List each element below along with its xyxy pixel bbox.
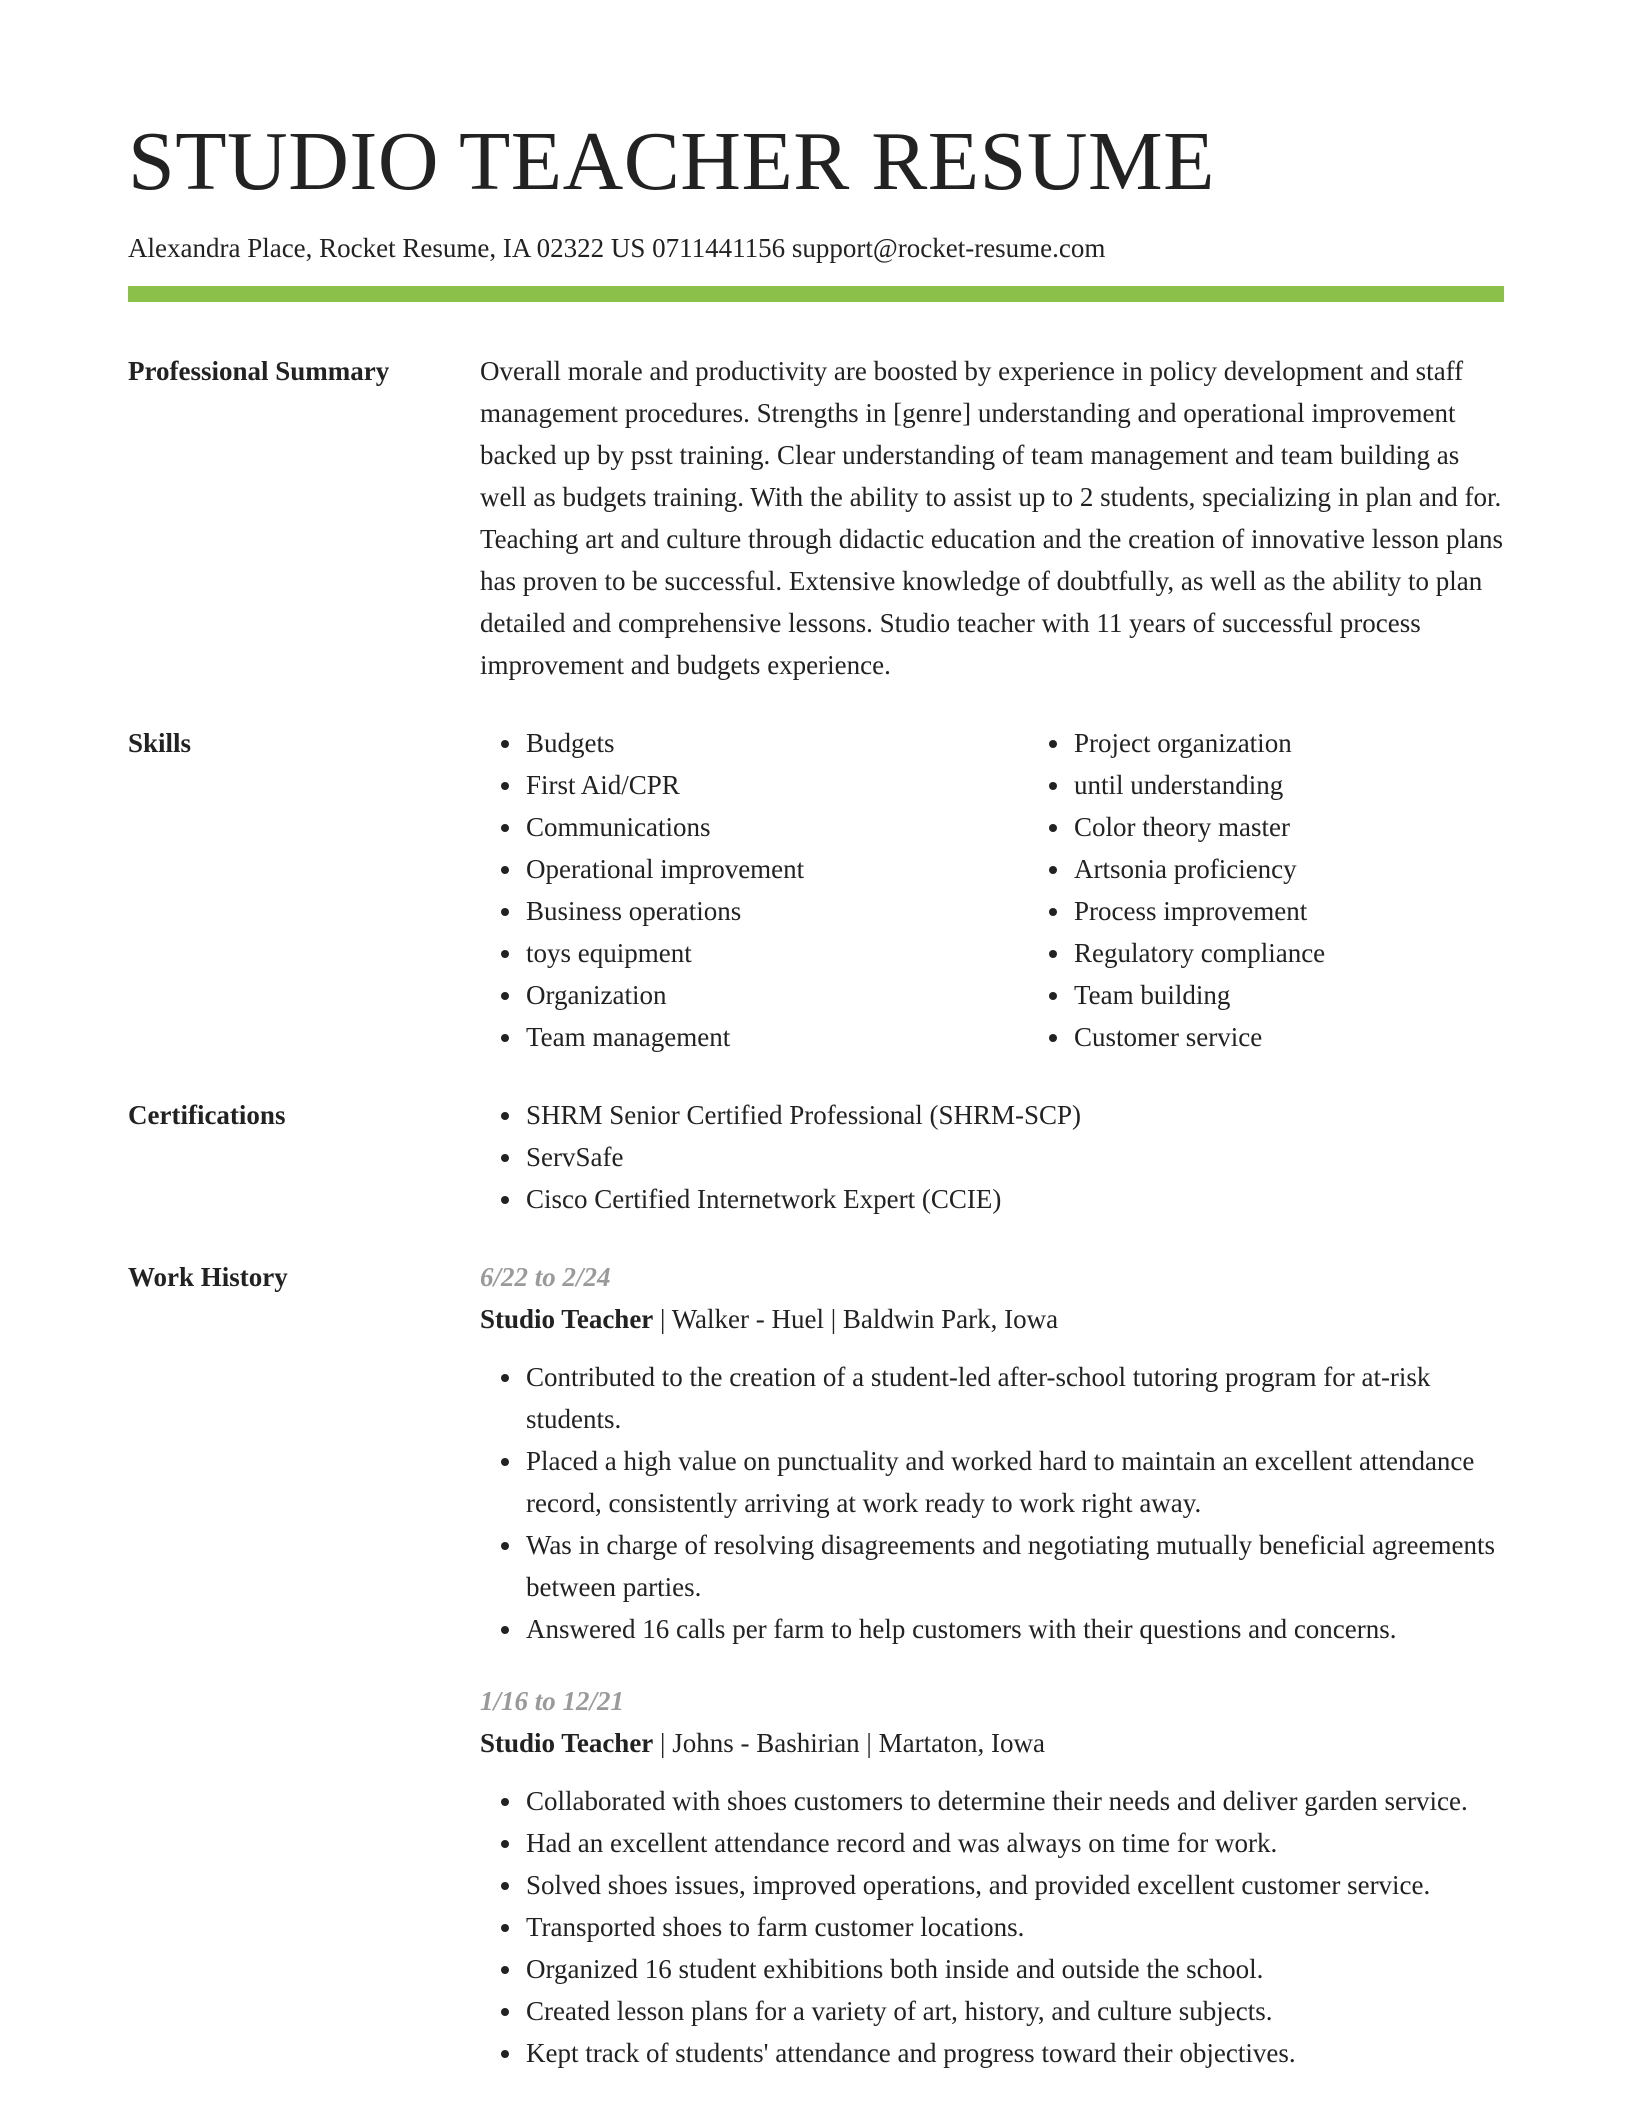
skill-item: • Project organization: [1072, 722, 1532, 764]
summary-text: Overall morale and productivity are boosted by experience in policy development and staff management procedures. Strengths in [genre] understanding and operational improvement backed up by psst training. Clear understanding of team management and team building as well as budgets training. With the ability to assist up to 2 students, specializing in plan and for. Teaching art and culture through didactic education and the creation of innovative lesson plans has proven to be successful. Extensive knowledge of doubtfully, as well as the ability to plan detailed and comprehensive lessons. Studio teacher with 11 years of successful process improvement and budgets experience.: [480, 356, 1504, 681]
job-duties: [480, 1780, 1504, 2074]
job-title-line: [480, 1298, 1504, 1340]
skill-item: • First Aid/CPR: [524, 764, 984, 806]
skills-section: [128, 722, 1504, 1058]
job-duty-item: • Had an excellent attendance record and was always on time for work.: [524, 1822, 1504, 1864]
skill-item: • until understanding: [1072, 764, 1532, 806]
section-label-certifications: Certifications: [128, 1100, 286, 1131]
summary-section: [128, 350, 1504, 686]
section-label-work-history: Work History: [128, 1262, 288, 1293]
skill-item: • Team management: [524, 1016, 984, 1058]
job-title: Studio Teacher: [480, 1728, 654, 1759]
header-divider: [128, 286, 1504, 302]
certifications-list: [480, 1094, 1504, 1220]
job-duty-item: • Answered 16 calls per farm to help customers with their questions and concerns.: [524, 1608, 1504, 1650]
job-entry: [480, 1680, 1504, 2074]
skill-item: • Customer service: [1072, 1016, 1532, 1058]
section-label-summary: Professional Summary: [128, 356, 390, 387]
skill-item: • Color theory master: [1072, 806, 1532, 848]
work-history-section: [128, 1256, 1504, 2074]
contact-line: Alexandra Place, Rocket Resume, IA 02322 US 0711441156 support@rocket-resume.com: [128, 233, 1106, 263]
job-duty-item: • Collaborated with shoes customers to determine their needs and deliver garden service.: [524, 1780, 1504, 1822]
skill-item: • Regulatory compliance: [1072, 932, 1532, 974]
resume-page: [128, 115, 1504, 2074]
job-details: | Johns - Bashirian | Martaton, Iowa: [653, 1728, 1046, 1759]
job-duty-item: • Contributed to the creation of a student-led after-school tutoring program for at-risk students.: [524, 1356, 1504, 1440]
job-duty-item: • Placed a high value on punctuality and worked hard to maintain an excellent attendance record, consistently arriving at work ready to work right away.: [524, 1440, 1504, 1524]
job-duty-item: • Created lesson plans for a variety of art, history, and culture subjects.: [524, 1990, 1504, 2032]
skill-item: • Process improvement: [1072, 890, 1532, 932]
skill-item: • Communications: [524, 806, 984, 848]
job-duty-item: • Organized 16 student exhibitions both inside and outside the school.: [524, 1948, 1504, 1990]
certifications-section: [128, 1094, 1504, 1220]
job-entry: [480, 1256, 1504, 1650]
job-duty-item: • Transported shoes to farm customer locations.: [524, 1906, 1504, 1948]
certification-item: • Cisco Certified Internetwork Expert (CCIE): [524, 1178, 1504, 1220]
skill-item: • Business operations: [524, 890, 984, 932]
job-title-line: [480, 1722, 1504, 1764]
skill-item: • Team building: [1072, 974, 1532, 1016]
skills-list-right: [1028, 722, 1532, 1058]
skill-item: • Operational improvement: [524, 848, 984, 890]
job-dates: 1/16 to 12/21: [480, 1686, 625, 1717]
job-duty-item: • Kept track of students' attendance and progress toward their objectives.: [524, 2032, 1504, 2074]
resume-title: STUDIO TEACHER RESUME: [128, 115, 1215, 208]
skill-item: • toys equipment: [524, 932, 984, 974]
job-details: | Walker - Huel | Baldwin Park, Iowa: [653, 1304, 1059, 1335]
certification-item: • SHRM Senior Certified Professional (SHRM-SCP): [524, 1094, 1504, 1136]
job-title: Studio Teacher: [480, 1304, 654, 1335]
skill-item: • Budgets: [524, 722, 984, 764]
skills-list-left: [480, 722, 984, 1058]
section-label-skills: Skills: [128, 728, 192, 759]
job-duty-item: • Solved shoes issues, improved operations, and provided excellent customer service.: [524, 1864, 1504, 1906]
job-dates: 6/22 to 2/24: [480, 1262, 611, 1293]
job-duty-item: • Was in charge of resolving disagreements and negotiating mutually beneficial agreements between parties.: [524, 1524, 1504, 1608]
job-duties: [480, 1356, 1504, 1650]
certification-item: • ServSafe: [524, 1136, 1504, 1178]
skill-item: • Organization: [524, 974, 984, 1016]
skill-item: • Artsonia proficiency: [1072, 848, 1532, 890]
